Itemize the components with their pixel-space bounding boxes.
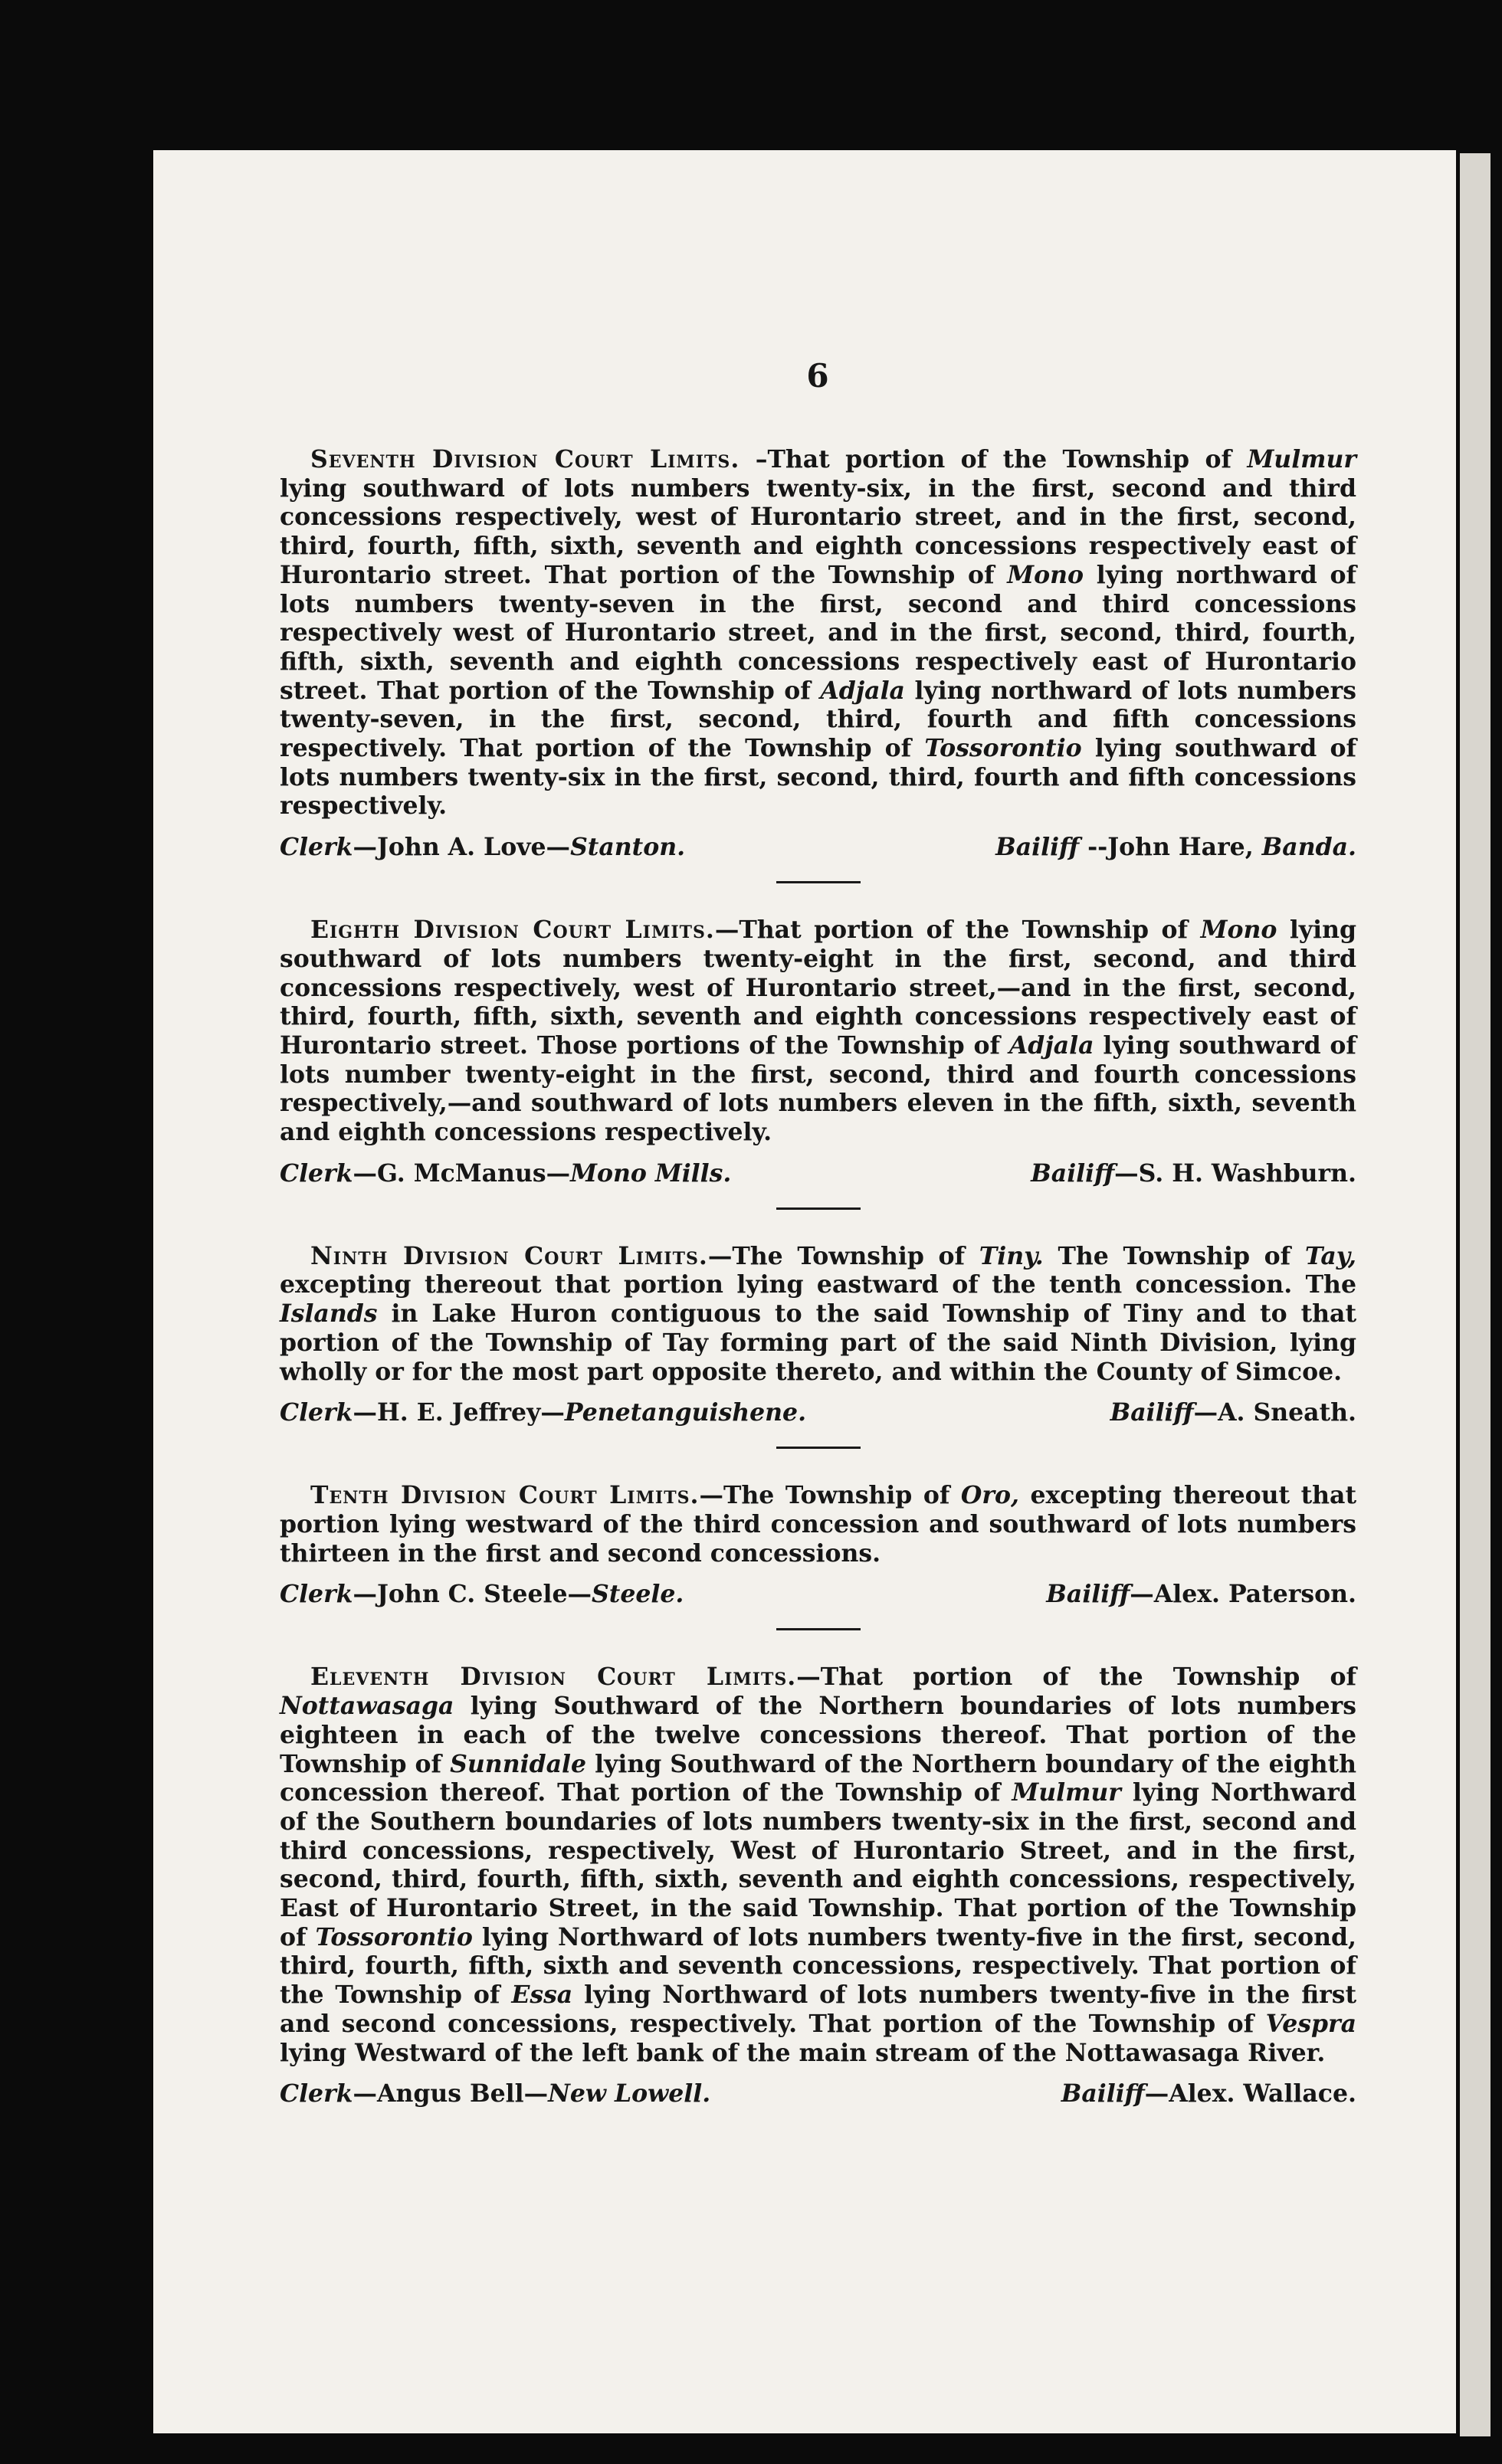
township-name: Adjala [820, 676, 905, 705]
clerk-entry: Clerk—H. E. Jeffrey—Penetanguishene. [280, 1398, 807, 1427]
section-divider [776, 1447, 861, 1449]
place-name: Islands [280, 1299, 378, 1329]
officers-line [280, 833, 1356, 861]
section-paragraph: Seventh Division Court Limits. –That portion of the Township of Mulmur lying southward of lots numbers twenty-six, in the first, second and third concessions respectively, west of Hurontario street, and in the first, second, third, fourth, fifth, sixth, seventh and eighth concessions respectively east of Hurontario street. That portion of the Township of Mono lying northward of lots numbers twenty-seven in the first, second and third concessions respectively west of Hurontario street, and in the first, second, third, fourth, fifth, sixth, seventh and eighth concessions respectively east of Hurontario street. That portion of the Township of Adjala lying northward of lots numbers twenty-seven, in the first, second, third, fourth and fifth concessions respectively. That portion of the Township of Tossorontio lying southward of lots numbers twenty-six in the first, second, third, fourth and fifth concessions respectively. [280, 445, 1357, 821]
section-divider [776, 1207, 861, 1210]
township-name: Mono [1007, 560, 1084, 589]
section-paragraph: Tenth Division Court Limits.—The Township of Oro, excepting thereout that portion lying westward of the third concession and southward of lots numbers thirteen in the first and second concessions. [280, 1481, 1357, 1568]
division-court-section [280, 1242, 1356, 1427]
officers-line [280, 2079, 1356, 2108]
officers-line [280, 1580, 1356, 1608]
section-divider [776, 1628, 861, 1630]
township-name: Oro, [960, 1481, 1019, 1510]
division-court-section [280, 916, 1356, 1188]
clerk-entry: Clerk—John C. Steele—Steele. [280, 1580, 684, 1609]
township-name: Tiny. [979, 1241, 1044, 1270]
section-divider [776, 881, 861, 883]
township-name: Mulmur [1247, 445, 1357, 473]
section-heading: Eighth Division Court Limits. [310, 916, 715, 945]
township-name: Essa [511, 1981, 573, 2010]
township-name: Vespra [1265, 2009, 1356, 2038]
adjacent-page-edge [1460, 153, 1491, 2436]
clerk-entry: Clerk—Angus Bell—New Lowell. [280, 2079, 711, 2108]
page-number: 6 [806, 357, 830, 395]
township-name: Sunnidale [450, 1749, 587, 1778]
section-paragraph: Ninth Division Court Limits.—The Township of Tiny. The Township of Tay, excepting thereout that portion lying eastward of the tenth concession. The Islands in Lake Huron contiguous to the said Township of Tiny and to that portion of the Township of Tay forming part of the said Ninth Division, lying wholly or for the most part opposite thereto, and within the County of Simcoe. [280, 1241, 1357, 1386]
bailiff-entry: Bailiff—A. Sneath. [1110, 1398, 1356, 1427]
township-name: Mono [1200, 916, 1277, 945]
division-court-section [280, 1481, 1356, 1608]
section-paragraph: Eighth Division Court Limits.—That portion of the Township of Mono lying southward of lots numbers twenty-eight in the first, second, and third concessions respectively, west of Hurontario street,—and in the first, second, third, fourth, fifth, sixth, seventh and eighth concessions respectively east of Hurontario street. Those portions of the Township of Adjala lying southward of lots number twenty-eight in the first, second, third and fourth concessions respectively,—and southward of lots numbers eleven in the fifth, sixth, seventh and eighth concessions respectively. [280, 916, 1356, 1147]
division-court-section [280, 445, 1356, 861]
clerk-entry: Clerk—G. McManus—Mono Mills. [280, 1158, 732, 1188]
township-name: Tay, [1304, 1241, 1357, 1270]
section-heading: Tenth Division Court Limits. [310, 1481, 700, 1510]
section-heading: Seventh Division Court Limits. [310, 445, 740, 473]
bailiff-entry: Bailiff --John Hare, Banda. [995, 833, 1356, 862]
bailiff-entry: Bailiff—Alex. Wallace. [1061, 2079, 1356, 2108]
clerk-entry: Clerk—John A. Love—Stanton. [280, 833, 686, 862]
section-paragraph: Eleventh Division Court Limits.—That portion of the Township of Nottawasaga lying Southward of the Northern boundaries of lots numbers eighteen in each of the twelve concessions thereof. That portion of the Township of Sunnidale lying Southward of the Northern boundary of the eighth concession thereof. That portion of the Township of Mulmur lying Northward of the Southern boundaries of lots numbers twenty-six in the first, second and third concessions, respectively, West of Hurontario Street, and in the first, second, third, fourth, fifth, sixth, seventh and eighth concessions, respectively, East of Hurontario Street, in the said Township. That portion of the Township of Tossorontio lying Northward of lots numbers twenty-five in the first, second, third, fourth, fifth, sixth and seventh concessions, respectively. That portion of the Township of Essa lying Northward of lots numbers twenty-five in the first and second concessions, respectively. That portion of the Township of Vespra lying Westward of the left bank of the main stream of the Nottawasaga River. [280, 1663, 1357, 2067]
township-name: Mulmur [1012, 1778, 1121, 1807]
division-court-section [280, 1663, 1356, 2108]
bailiff-entry: Bailiff—Alex. Paterson. [1046, 1580, 1356, 1609]
officers-line [280, 1159, 1356, 1188]
section-heading: Eleventh Division Court Limits. [310, 1663, 797, 1692]
township-name: Tossorontio [924, 734, 1082, 763]
section-heading: Ninth Division Court Limits. [310, 1241, 708, 1270]
officers-line [280, 1398, 1356, 1427]
township-name: Tossorontio [315, 1922, 473, 1951]
bailiff-entry: Bailiff—S. H. Washburn. [1031, 1158, 1356, 1188]
document-page [153, 150, 1456, 2433]
township-name: Adjala [1008, 1030, 1094, 1060]
township-name: Nottawasaga [280, 1692, 454, 1721]
